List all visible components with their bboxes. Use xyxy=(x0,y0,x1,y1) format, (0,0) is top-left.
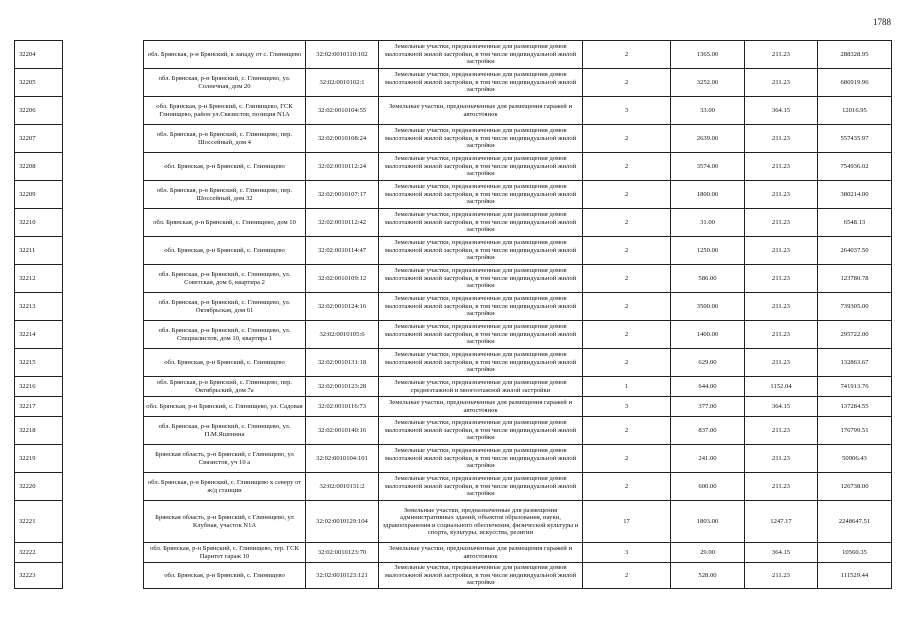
area-cell: 2639.00 xyxy=(671,125,745,153)
table-row xyxy=(15,69,892,97)
group-cell: 2 xyxy=(583,445,671,473)
row-number: 32208 xyxy=(15,153,63,181)
row-number: 32220 xyxy=(15,473,63,501)
cadastral-value-cell: 557435.97 xyxy=(818,125,892,153)
empty-cell xyxy=(63,265,144,293)
address-cell: обл. Брянская, р-н Брянский, с. Глинищево, ул. Специалистов, дом 10, квартира 1 xyxy=(144,321,306,349)
land-category-cell: Земельные участки, предназначенные для размещения гаражей и автостоянок xyxy=(379,543,583,563)
area-cell: 644.00 xyxy=(671,377,745,397)
row-number: 32210 xyxy=(15,209,63,237)
rate-cell: 211.23 xyxy=(745,563,818,589)
land-category-cell: Земельные участки, предназначенные для размещения домов малоэтажной жилой застройки, в том числе индивидуальной жилой застройки xyxy=(379,265,583,293)
group-cell: 1 xyxy=(583,377,671,397)
table-row xyxy=(15,501,892,543)
rate-cell: 211.23 xyxy=(745,417,818,445)
land-category-cell: Земельные участки, предназначенные для размещения домов малоэтажной жилой застройки, в том числе индивидуальной жилой застройки xyxy=(379,563,583,589)
cadastral-value-cell: 50906.43 xyxy=(818,445,892,473)
rate-cell: 211.23 xyxy=(745,445,818,473)
cadastral-number-cell: 32:02:0010107:17 xyxy=(306,181,379,209)
table-body xyxy=(15,41,892,589)
group-cell: 2 xyxy=(583,125,671,153)
table-row xyxy=(15,97,892,125)
group-cell: 2 xyxy=(583,153,671,181)
area-cell: 3500.00 xyxy=(671,293,745,321)
empty-cell xyxy=(63,125,144,153)
rate-cell: 211.23 xyxy=(745,125,818,153)
cadastral-number-cell: 32:02:0010129:104 xyxy=(306,501,379,543)
area-cell: 29.00 xyxy=(671,543,745,563)
table-row xyxy=(15,125,892,153)
group-cell: 2 xyxy=(583,237,671,265)
cadastral-number-cell: 32:02:0010108:24 xyxy=(306,125,379,153)
table-row xyxy=(15,209,892,237)
group-cell: 2 xyxy=(583,69,671,97)
empty-cell xyxy=(63,181,144,209)
address-cell: обл. Брянская, р-н Брянский, с. Глинищево xyxy=(144,563,306,589)
land-category-cell: Земельные участки, предназначенные для размещения гаражей и автостоянок xyxy=(379,397,583,417)
cadastral-value-cell: 288328.95 xyxy=(818,41,892,69)
empty-cell xyxy=(63,349,144,377)
table-row xyxy=(15,321,892,349)
cadastral-value-cell: 6548.13 xyxy=(818,209,892,237)
table-row xyxy=(15,563,892,589)
rate-cell: 211.23 xyxy=(745,321,818,349)
row-number: 32216 xyxy=(15,377,63,397)
table-row xyxy=(15,445,892,473)
area-cell: 837.00 xyxy=(671,417,745,445)
address-cell: обл. Брянская, р-н Брянский, с. Глинищево, ул. Советская, дом 6, квартира 2 xyxy=(144,265,306,293)
empty-cell xyxy=(63,501,144,543)
table-row xyxy=(15,41,892,69)
address-cell: обл. Брянская, р-н Брянский, с. Глинищево xyxy=(144,153,306,181)
group-cell: 3 xyxy=(583,397,671,417)
cadastral-value-cell: 123780.78 xyxy=(818,265,892,293)
cadastral-number-cell: 32:02:0010131:18 xyxy=(306,349,379,377)
rate-cell: 211.23 xyxy=(745,69,818,97)
address-cell: обл. Брянская, р-н Брянский, с. Глинищево xyxy=(144,237,306,265)
area-cell: 3574.00 xyxy=(671,153,745,181)
area-cell: 528.00 xyxy=(671,563,745,589)
group-cell: 2 xyxy=(583,473,671,501)
group-cell: 2 xyxy=(583,209,671,237)
cadastral-value-cell: 176799.51 xyxy=(818,417,892,445)
row-number: 32212 xyxy=(15,265,63,293)
empty-cell xyxy=(63,209,144,237)
cadastral-number-cell: 32:02:0010140:16 xyxy=(306,417,379,445)
cadastral-number-cell: 32:02:0010116:73 xyxy=(306,397,379,417)
group-cell: 2 xyxy=(583,41,671,69)
cadastral-value-cell: 686919.96 xyxy=(818,69,892,97)
cadastral-value-cell: 739305.00 xyxy=(818,293,892,321)
address-cell: Брянская область, р-н Брянский, с Глинищево, ул Клубная, участок N1А xyxy=(144,501,306,543)
cadastral-value-table xyxy=(14,40,892,589)
area-cell: 1365.00 xyxy=(671,41,745,69)
rate-cell: 1152.04 xyxy=(745,377,818,397)
table-row xyxy=(15,543,892,563)
row-number: 32217 xyxy=(15,397,63,417)
land-category-cell: Земельные участки, предназначенные для размещения домов малоэтажной жилой застройки, в том числе индивидуальной жилой застройки xyxy=(379,209,583,237)
table-row xyxy=(15,377,892,397)
cadastral-value-cell: 12016.95 xyxy=(818,97,892,125)
table-row xyxy=(15,237,892,265)
address-cell: обл. Брянская, р-н Брянский, к западу от с. Глинищево xyxy=(144,41,306,69)
cadastral-value-cell: 10560.35 xyxy=(818,543,892,563)
rate-cell: 211.23 xyxy=(745,209,818,237)
cadastral-number-cell: 32:02:0010114:47 xyxy=(306,237,379,265)
empty-cell xyxy=(63,377,144,397)
land-category-cell: Земельные участки, предназначенные для размещения домов малоэтажной жилой застройки, в том числе индивидуальной жилой застройки xyxy=(379,153,583,181)
page-number: 1788 xyxy=(873,17,891,27)
group-cell: 3 xyxy=(583,543,671,563)
row-number: 32214 xyxy=(15,321,63,349)
group-cell: 2 xyxy=(583,265,671,293)
row-number: 32206 xyxy=(15,97,63,125)
rate-cell: 211.23 xyxy=(745,153,818,181)
cadastral-number-cell: 32:02:0010123:28 xyxy=(306,377,379,397)
land-category-cell: Земельные участки, предназначенные для размещения домов малоэтажной жилой застройки, в том числе индивидуальной жилой застройки xyxy=(379,473,583,501)
address-cell: обл. Брянская, р-н Брянский, с. Глинищево xyxy=(144,349,306,377)
table-row xyxy=(15,293,892,321)
row-number: 32205 xyxy=(15,69,63,97)
row-number: 32219 xyxy=(15,445,63,473)
empty-cell xyxy=(63,321,144,349)
rate-cell: 364.15 xyxy=(745,397,818,417)
row-number: 32211 xyxy=(15,237,63,265)
rate-cell: 211.23 xyxy=(745,237,818,265)
address-cell: обл. Брянская, р-н Брянский, с. Глинищево к северу от ж/д станции xyxy=(144,473,306,501)
land-category-cell: Земельные участки, предназначенные для размещения гаражей и автостоянок xyxy=(379,97,583,125)
address-cell: обл. Брянская, р-н Брянский, с. Глинищево, ул. Садовая xyxy=(144,397,306,417)
land-category-cell: Земельные участки, предназначенные для размещения домов малоэтажной жилой застройки, в том числе индивидуальной жилой застройки xyxy=(379,293,583,321)
address-cell: обл. Брянская, р-н Брянский, с. Глинищево, ГСК Глинищево, район ул.Связистов, позиция N1А xyxy=(144,97,306,125)
rate-cell: 211.23 xyxy=(745,293,818,321)
row-number: 32204 xyxy=(15,41,63,69)
rate-cell: 1247.17 xyxy=(745,501,818,543)
address-cell: обл. Брянская, р-н Брянский, с. Глинищево, ул. Октябрьская, дом 61 xyxy=(144,293,306,321)
cadastral-number-cell: 32:02:0010123:121 xyxy=(306,563,379,589)
row-number: 32222 xyxy=(15,543,63,563)
empty-cell xyxy=(63,563,144,589)
rate-cell: 211.23 xyxy=(745,473,818,501)
cadastral-number-cell: 32:02:0010105:6 xyxy=(306,321,379,349)
group-cell: 2 xyxy=(583,181,671,209)
empty-cell xyxy=(63,473,144,501)
cadastral-value-cell: 295722.00 xyxy=(818,321,892,349)
empty-cell xyxy=(63,237,144,265)
group-cell: 2 xyxy=(583,417,671,445)
area-cell: 3252.00 xyxy=(671,69,745,97)
group-cell: 2 xyxy=(583,563,671,589)
table-row xyxy=(15,349,892,377)
land-category-cell: Земельные участки, предназначенные для размещения домов малоэтажной жилой застройки, в том числе индивидуальной жилой застройки xyxy=(379,445,583,473)
group-cell: 2 xyxy=(583,293,671,321)
land-category-cell: Земельные участки, предназначенные для размещения домов малоэтажной жилой застройки, в том числе индивидуальной жилой застройки xyxy=(379,41,583,69)
empty-cell xyxy=(63,153,144,181)
group-cell: 3 xyxy=(583,97,671,125)
empty-cell xyxy=(63,69,144,97)
empty-cell xyxy=(63,543,144,563)
land-category-cell: Земельные участки, предназначенные для размещения домов малоэтажной жилой застройки, в том числе индивидуальной жилой застройки xyxy=(379,125,583,153)
cadastral-number-cell: 32:02:0010124:16 xyxy=(306,293,379,321)
address-cell: обл. Брянская, р-н Брянский, с. Глинищево, дом 10 xyxy=(144,209,306,237)
cadastral-number-cell: 32:02:0010112:24 xyxy=(306,153,379,181)
land-category-cell: Земельные участки, предназначенные для размещения домов малоэтажной жилой застройки, в том числе индивидуальной жилой застройки xyxy=(379,417,583,445)
empty-cell xyxy=(63,445,144,473)
land-category-cell: Земельные участки, предназначенные для размещения домов малоэтажной жилой застройки, в том числе индивидуальной жилой застройки xyxy=(379,69,583,97)
table-row xyxy=(15,181,892,209)
address-cell: обл. Брянская, р-н Брянский, с. Глинищево, пер. Шоссейный, дом 4 xyxy=(144,125,306,153)
land-category-cell: Земельные участки, предназначенные для размещения административных зданий, объектов образования, науки, здравоохранения и социального обеспечения, физической культуры и спорта, культуры, искусства, религии xyxy=(379,501,583,543)
land-category-cell: Земельные участки, предназначенные для размещения домов малоэтажной жилой застройки, в том числе индивидуальной жилой застройки xyxy=(379,237,583,265)
area-cell: 33.00 xyxy=(671,97,745,125)
area-cell: 1803.00 xyxy=(671,501,745,543)
cadastral-value-cell: 111529.44 xyxy=(818,563,892,589)
empty-cell xyxy=(63,41,144,69)
address-cell: обл. Брянская, р-н Брянский, с. Глинищево, тер. ГСК Паритет гараж 10 xyxy=(144,543,306,563)
cadastral-value-cell: 754936.02 xyxy=(818,153,892,181)
cadastral-number-cell: 32:02:0010102:1 xyxy=(306,69,379,97)
cadastral-value-cell: 137284.55 xyxy=(818,397,892,417)
table-row xyxy=(15,265,892,293)
land-category-cell: Земельные участки, предназначенные для размещения домов малоэтажной жилой застройки, в том числе индивидуальной жилой застройки xyxy=(379,349,583,377)
row-number: 32218 xyxy=(15,417,63,445)
rate-cell: 364.15 xyxy=(745,97,818,125)
area-cell: 31.00 xyxy=(671,209,745,237)
area-cell: 1400.00 xyxy=(671,321,745,349)
row-number: 32215 xyxy=(15,349,63,377)
area-cell: 586.00 xyxy=(671,265,745,293)
group-cell: 17 xyxy=(583,501,671,543)
cadastral-number-cell: 32:02:0010123:70 xyxy=(306,543,379,563)
cadastral-number-cell: 32:02:0010112:42 xyxy=(306,209,379,237)
rate-cell: 211.23 xyxy=(745,349,818,377)
group-cell: 2 xyxy=(583,349,671,377)
address-cell: обл. Брянская, р-н Брянский, с. Глинищево, пер. Шоссейный, дом 32 xyxy=(144,181,306,209)
area-cell: 241.00 xyxy=(671,445,745,473)
area-cell: 1250.00 xyxy=(671,237,745,265)
cadastral-value-cell: 2248647.51 xyxy=(818,501,892,543)
area-cell: 629.00 xyxy=(671,349,745,377)
table-row xyxy=(15,397,892,417)
area-cell: 1800.00 xyxy=(671,181,745,209)
rate-cell: 211.23 xyxy=(745,181,818,209)
cadastral-number-cell: 32:02:0010104:55 xyxy=(306,97,379,125)
area-cell: 377.00 xyxy=(671,397,745,417)
area-cell: 600.00 xyxy=(671,473,745,501)
land-category-cell: Земельные участки, предназначенные для размещения домов малоэтажной жилой застройки, в том числе индивидуальной жилой застройки xyxy=(379,321,583,349)
cadastral-number-cell: 32:02:0010109:12 xyxy=(306,265,379,293)
land-category-cell: Земельные участки, предназначенные для размещения домов среднеэтажной и многоэтажной жилой застройки xyxy=(379,377,583,397)
cadastral-value-cell: 380214.00 xyxy=(818,181,892,209)
row-number: 32221 xyxy=(15,501,63,543)
table-row xyxy=(15,153,892,181)
rate-cell: 364.15 xyxy=(745,543,818,563)
empty-cell xyxy=(63,97,144,125)
address-cell: обл. Брянская, р-н Брянский, с. Глинищево, пер. Октябрьский, дом 7а xyxy=(144,377,306,397)
row-number: 32213 xyxy=(15,293,63,321)
cadastral-value-cell: 132863.67 xyxy=(818,349,892,377)
row-number: 32207 xyxy=(15,125,63,153)
address-cell: обл. Брянская, р-н Брянский, с. Глинищево, ул. П.М.Яшенина xyxy=(144,417,306,445)
cadastral-value-cell: 264037.50 xyxy=(818,237,892,265)
rate-cell: 211.23 xyxy=(745,41,818,69)
rate-cell: 211.23 xyxy=(745,265,818,293)
cadastral-number-cell: 32:02:0010104:101 xyxy=(306,445,379,473)
cadastral-number-cell: 32:02:0010110:102 xyxy=(306,41,379,69)
row-number: 32209 xyxy=(15,181,63,209)
cadastral-number-cell: 32:02:0010131:2 xyxy=(306,473,379,501)
address-cell: обл. Брянская, р-н Брянский, с. Глинищево, ул. Солнечная, дом 20 xyxy=(144,69,306,97)
group-cell: 2 xyxy=(583,321,671,349)
land-category-cell: Земельные участки, предназначенные для размещения домов малоэтажной жилой застройки, в том числе индивидуальной жилой застройки xyxy=(379,181,583,209)
cadastral-value-cell: 126738.00 xyxy=(818,473,892,501)
empty-cell xyxy=(63,293,144,321)
address-cell: Брянская область, р-н Брянский, с Глинищево, ул Связистов, уч 10 а xyxy=(144,445,306,473)
table-row xyxy=(15,417,892,445)
cadastral-value-cell: 741913.76 xyxy=(818,377,892,397)
empty-cell xyxy=(63,397,144,417)
empty-cell xyxy=(63,417,144,445)
row-number: 32223 xyxy=(15,563,63,589)
table-row xyxy=(15,473,892,501)
